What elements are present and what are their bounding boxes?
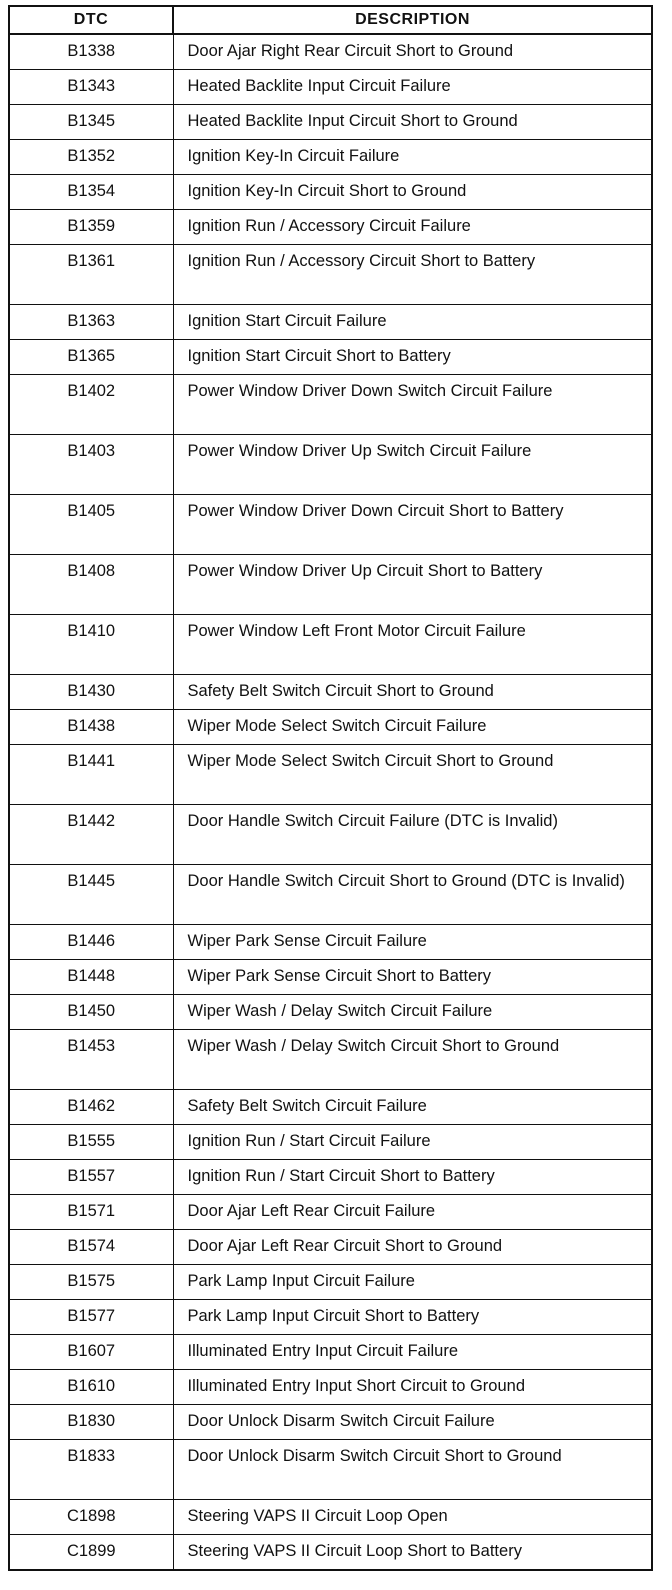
table-row xyxy=(9,1090,652,1125)
table-row xyxy=(9,140,652,175)
dtc-description-cell: Illuminated Entry Input Circuit Failure xyxy=(173,1335,652,1370)
dtc-description-cell: Illuminated Entry Input Short Circuit to Ground xyxy=(173,1370,652,1405)
dtc-code-cell: B1830 xyxy=(9,1405,173,1440)
dtc-description-cell: Power Window Driver Down Circuit Short to Battery xyxy=(173,495,652,555)
dtc-code-cell: B1338 xyxy=(9,34,173,70)
dtc-code-cell: B1354 xyxy=(9,175,173,210)
dtc-code-cell: B1442 xyxy=(9,805,173,865)
table-row xyxy=(9,615,652,675)
table-row xyxy=(9,1535,652,1571)
dtc-code-cell: B1571 xyxy=(9,1195,173,1230)
dtc-code-cell: B1453 xyxy=(9,1030,173,1090)
dtc-description-cell: Wiper Wash / Delay Switch Circuit Short to Ground xyxy=(173,1030,652,1090)
dtc-description-cell: Door Ajar Right Rear Circuit Short to Ground xyxy=(173,34,652,70)
dtc-description-cell: Power Window Driver Down Switch Circuit Failure xyxy=(173,375,652,435)
dtc-description-cell: Power Window Left Front Motor Circuit Failure xyxy=(173,615,652,675)
dtc-code-cell: B1343 xyxy=(9,70,173,105)
table-row xyxy=(9,1440,652,1500)
dtc-description-cell: Power Window Driver Up Switch Circuit Failure xyxy=(173,435,652,495)
dtc-description-cell: Ignition Start Circuit Failure xyxy=(173,305,652,340)
table-row xyxy=(9,305,652,340)
header-description: DESCRIPTION xyxy=(173,6,652,34)
dtc-description-cell: Wiper Park Sense Circuit Short to Battery xyxy=(173,960,652,995)
table-row xyxy=(9,1500,652,1535)
dtc-code-cell: B1430 xyxy=(9,675,173,710)
dtc-description-cell: Ignition Key-In Circuit Failure xyxy=(173,140,652,175)
dtc-code-cell: B1441 xyxy=(9,745,173,805)
dtc-description-cell: Heated Backlite Input Circuit Short to Ground xyxy=(173,105,652,140)
dtc-description-cell: Ignition Run / Accessory Circuit Short to Battery xyxy=(173,245,652,305)
dtc-description-cell: Safety Belt Switch Circuit Short to Ground xyxy=(173,675,652,710)
table-row xyxy=(9,1405,652,1440)
table-row xyxy=(9,175,652,210)
dtc-code-cell: B1462 xyxy=(9,1090,173,1125)
table-row xyxy=(9,340,652,375)
table-row xyxy=(9,210,652,245)
dtc-code-cell: B1359 xyxy=(9,210,173,245)
dtc-description-cell: Door Handle Switch Circuit Short to Ground (DTC is Invalid) xyxy=(173,865,652,925)
dtc-description-cell: Power Window Driver Up Circuit Short to Battery xyxy=(173,555,652,615)
dtc-description-cell: Wiper Mode Select Switch Circuit Short to Ground xyxy=(173,745,652,805)
table-body xyxy=(9,34,652,1570)
header-row xyxy=(9,6,652,34)
dtc-description-cell: Ignition Key-In Circuit Short to Ground xyxy=(173,175,652,210)
dtc-description-cell: Ignition Start Circuit Short to Battery xyxy=(173,340,652,375)
dtc-description-cell: Heated Backlite Input Circuit Failure xyxy=(173,70,652,105)
dtc-code-cell: B1405 xyxy=(9,495,173,555)
table-row xyxy=(9,495,652,555)
dtc-table xyxy=(8,5,653,1571)
dtc-code-cell: B1361 xyxy=(9,245,173,305)
dtc-description-cell: Wiper Wash / Delay Switch Circuit Failure xyxy=(173,995,652,1030)
table-row xyxy=(9,435,652,495)
dtc-code-cell: B1365 xyxy=(9,340,173,375)
dtc-code-cell: B1577 xyxy=(9,1300,173,1335)
table-row xyxy=(9,1300,652,1335)
dtc-code-cell: B1445 xyxy=(9,865,173,925)
table-row xyxy=(9,1030,652,1090)
dtc-code-cell: B1557 xyxy=(9,1160,173,1195)
dtc-code-cell: B1363 xyxy=(9,305,173,340)
table-row xyxy=(9,1125,652,1160)
dtc-description-cell: Door Unlock Disarm Switch Circuit Short to Ground xyxy=(173,1440,652,1500)
dtc-description-cell: Steering VAPS II Circuit Loop Short to Battery xyxy=(173,1535,652,1571)
table-row xyxy=(9,995,652,1030)
table-row xyxy=(9,34,652,70)
table-row xyxy=(9,245,652,305)
dtc-code-cell: B1352 xyxy=(9,140,173,175)
header-dtc: DTC xyxy=(9,6,173,34)
table-row xyxy=(9,805,652,865)
dtc-description-cell: Door Ajar Left Rear Circuit Short to Ground xyxy=(173,1230,652,1265)
table-row xyxy=(9,70,652,105)
dtc-code-cell: B1402 xyxy=(9,375,173,435)
dtc-code-cell: B1607 xyxy=(9,1335,173,1370)
table-row xyxy=(9,1160,652,1195)
dtc-description-cell: Ignition Run / Start Circuit Failure xyxy=(173,1125,652,1160)
dtc-code-cell: B1345 xyxy=(9,105,173,140)
dtc-code-cell: B1408 xyxy=(9,555,173,615)
table-row xyxy=(9,1265,652,1300)
dtc-description-cell: Door Unlock Disarm Switch Circuit Failure xyxy=(173,1405,652,1440)
table-row xyxy=(9,375,652,435)
dtc-code-cell: B1833 xyxy=(9,1440,173,1500)
table-row xyxy=(9,745,652,805)
dtc-code-cell: B1438 xyxy=(9,710,173,745)
dtc-description-cell: Wiper Park Sense Circuit Failure xyxy=(173,925,652,960)
table-row xyxy=(9,105,652,140)
dtc-description-cell: Safety Belt Switch Circuit Failure xyxy=(173,1090,652,1125)
table-row xyxy=(9,555,652,615)
table-row xyxy=(9,1335,652,1370)
dtc-code-cell: B1574 xyxy=(9,1230,173,1265)
table-row xyxy=(9,865,652,925)
dtc-code-cell: B1555 xyxy=(9,1125,173,1160)
dtc-code-cell: C1898 xyxy=(9,1500,173,1535)
dtc-code-cell: B1448 xyxy=(9,960,173,995)
dtc-description-cell: Wiper Mode Select Switch Circuit Failure xyxy=(173,710,652,745)
dtc-description-cell: Ignition Run / Start Circuit Short to Battery xyxy=(173,1160,652,1195)
dtc-description-cell: Ignition Run / Accessory Circuit Failure xyxy=(173,210,652,245)
dtc-code-cell: B1403 xyxy=(9,435,173,495)
table-row xyxy=(9,1370,652,1405)
table-row xyxy=(9,925,652,960)
dtc-description-cell: Door Ajar Left Rear Circuit Failure xyxy=(173,1195,652,1230)
table-row xyxy=(9,960,652,995)
table-row xyxy=(9,1230,652,1265)
dtc-code-cell: B1575 xyxy=(9,1265,173,1300)
dtc-code-cell: B1410 xyxy=(9,615,173,675)
dtc-description-cell: Park Lamp Input Circuit Short to Battery xyxy=(173,1300,652,1335)
dtc-code-cell: B1446 xyxy=(9,925,173,960)
table-row xyxy=(9,710,652,745)
dtc-description-cell: Park Lamp Input Circuit Failure xyxy=(173,1265,652,1300)
table-row xyxy=(9,1195,652,1230)
dtc-description-cell: Steering VAPS II Circuit Loop Open xyxy=(173,1500,652,1535)
table-header xyxy=(9,6,652,34)
dtc-code-cell: B1450 xyxy=(9,995,173,1030)
dtc-description-cell: Door Handle Switch Circuit Failure (DTC is Invalid) xyxy=(173,805,652,865)
dtc-code-cell: C1899 xyxy=(9,1535,173,1571)
table-row xyxy=(9,675,652,710)
dtc-code-cell: B1610 xyxy=(9,1370,173,1405)
